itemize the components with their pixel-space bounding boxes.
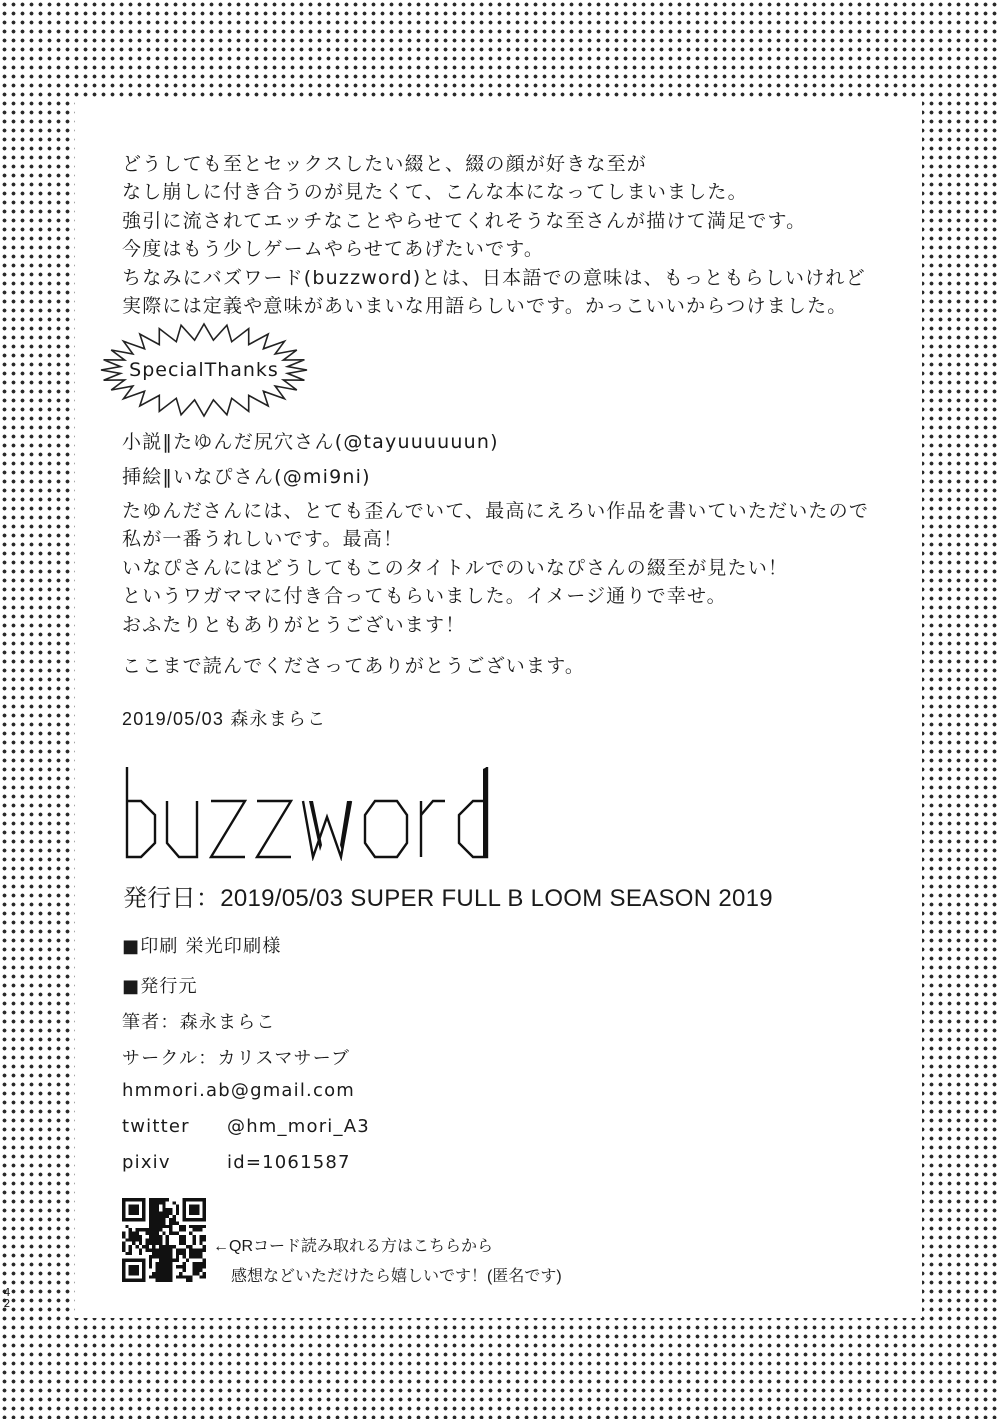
twitter-handle: @hm_mori_A3	[227, 1116, 370, 1137]
thanks-line: おふたりともありがとうございます！	[122, 613, 466, 636]
pixiv-id: id=1061587	[227, 1152, 351, 1173]
pixiv-label: pixiv	[122, 1152, 171, 1173]
thanks-line: いなぴさんにはどうしてもこのタイトルでのいなぴさんの綴至が見たい！	[122, 556, 789, 579]
qr-note-line2: 感想などいただけたら嬉しいです！(匿名です)	[231, 1268, 562, 1285]
title-logo-art	[123, 765, 493, 861]
afterword-paragraph	[122, 150, 866, 320]
page-number	[2, 1287, 12, 1309]
publisher-heading: ■発行元	[122, 976, 198, 997]
afterword-line: 実際には定義や意味があいまいな用語らしいです。かっこいいからつけました。	[122, 295, 848, 318]
thanks-paragraph	[122, 497, 869, 639]
twitter-label: twitter	[122, 1116, 190, 1137]
page-number-digit: 2	[3, 1297, 11, 1310]
qr-code[interactable]	[122, 1198, 206, 1282]
publication-date: 発行日：2019/05/03 SUPER FULL B LOOM SEASON 2019	[123, 885, 773, 912]
circle-name: サークル：カリスマサーブ	[122, 1048, 351, 1069]
qr-note-line1: ←QRコード読み取れる方はこちらから	[213, 1238, 494, 1255]
afterword-line: なし崩しに付き合うのが見たくて、こんな本になってしまいました。	[122, 181, 748, 204]
printer-info: ■印刷 栄光印刷様	[122, 936, 282, 957]
thanks-line: というワガママに付き合ってもらいました。イメージ通りで幸せ。	[122, 585, 727, 608]
thanks-line: たゆんださんには、とても歪んでいて、最高にえろい作品を書いていただいたので	[122, 500, 870, 522]
thanks-line: 私が一番うれしいです。最高！	[122, 528, 404, 551]
afterword-line: 強引に流されてエッチなことやらせてくれそうな至さんが描けて満足です。	[122, 209, 807, 232]
author-name: 筆者：森永まらこ	[122, 1012, 276, 1033]
credit-illustration: 挿絵‖いなぴさん(@mi9ni)	[122, 466, 371, 488]
credit-novel: 小説‖たゆんだ尻穴さん(@tayuuuuuun)	[122, 431, 499, 453]
special-thanks-label: SpecialThanks	[129, 359, 279, 381]
afterword-line: 今度はもう少しゲームやらせてあげたいです。	[122, 238, 545, 261]
afterword-line: ちなみにバズワード(buzzword)とは、日本語での意味は、もっともらしいけれど	[122, 266, 866, 289]
page-number-digit: 4	[3, 1286, 11, 1299]
title-logo	[123, 765, 493, 865]
signature: 2019/05/03 森永まらこ	[122, 709, 327, 729]
special-thanks-badge	[99, 322, 309, 418]
afterword-line: どうしても至とセックスしたい綴と、綴の顔が好きな至が	[122, 153, 648, 175]
closing-line: ここまで読んでくださってありがとうございます。	[122, 655, 586, 677]
page-panel	[75, 100, 922, 1318]
email-address: hmmori.ab@gmail.com	[122, 1080, 356, 1101]
